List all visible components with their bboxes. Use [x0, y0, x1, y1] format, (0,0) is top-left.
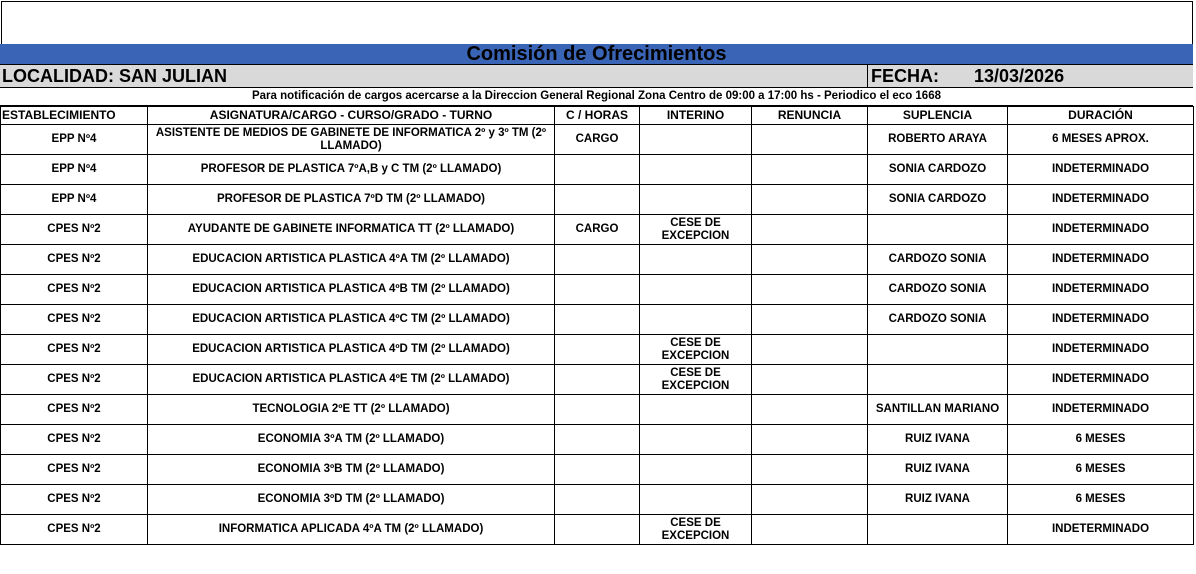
establecimiento-cell: CPES Nº2: [1, 335, 148, 365]
top-header-box: [1, 1, 1193, 45]
interino-cell: [640, 485, 752, 515]
suplencia-cell: SANTILLAN MARIANO: [868, 395, 1008, 425]
column-header: SUPLENCIA: [868, 107, 1008, 125]
interino-cell: [640, 275, 752, 305]
table-row: [1, 305, 1194, 335]
suplencia-cell: RUIZ IVANA: [868, 485, 1008, 515]
suplencia-cell: RUIZ IVANA: [868, 455, 1008, 485]
duracion-cell: 6 MESES APROX.: [1008, 125, 1194, 155]
suplencia-cell: [868, 515, 1008, 545]
horas-cell: [555, 365, 640, 395]
offers-table: [0, 106, 1194, 545]
asignatura-cell: ASISTENTE DE MEDIOS DE GABINETE DE INFORMATICA 2º y 3º TM (2º LLAMADO): [148, 125, 555, 155]
horas-cell: [555, 185, 640, 215]
suplencia-cell: CARDOZO SONIA: [868, 305, 1008, 335]
table-row: [1, 185, 1194, 215]
establecimiento-cell: CPES Nº2: [1, 245, 148, 275]
horas-cell: [555, 485, 640, 515]
table-row: [1, 245, 1194, 275]
establecimiento-cell: CPES Nº2: [1, 485, 148, 515]
asignatura-cell: EDUCACION ARTISTICA PLASTICA 4ºC TM (2º LLAMADO): [148, 305, 555, 335]
suplencia-cell: [868, 335, 1008, 365]
renuncia-cell: [752, 185, 868, 215]
horas-cell: [555, 155, 640, 185]
fecha-value: 13/03/2026: [974, 66, 1065, 86]
interino-cell: CESE DE EXCEPCION: [640, 365, 752, 395]
renuncia-cell: [752, 515, 868, 545]
table-header-row: [1, 107, 1194, 125]
table-row: [1, 215, 1194, 245]
suplencia-cell: [868, 215, 1008, 245]
asignatura-cell: EDUCACION ARTISTICA PLASTICA 4ºA TM (2º LLAMADO): [148, 245, 555, 275]
table-row: [1, 335, 1194, 365]
table-row: [1, 485, 1194, 515]
suplencia-cell: CARDOZO SONIA: [868, 245, 1008, 275]
column-header: C / HORAS: [555, 107, 640, 125]
asignatura-cell: ECONOMIA 3ºB TM (2º LLAMADO): [148, 455, 555, 485]
renuncia-cell: [752, 395, 868, 425]
suplencia-cell: ROBERTO ARAYA: [868, 125, 1008, 155]
interino-cell: [640, 155, 752, 185]
notice-text: Para notificación de cargos acercarse a la Direccion General Regional Zona Centro de 09:00 a 17:00 hs - Periodico el eco 1668: [0, 88, 1193, 106]
table-row: [1, 515, 1194, 545]
asignatura-cell: ECONOMIA 3ºD TM (2º LLAMADO): [148, 485, 555, 515]
establecimiento-cell: CPES Nº2: [1, 365, 148, 395]
establecimiento-cell: CPES Nº2: [1, 515, 148, 545]
horas-cell: [555, 395, 640, 425]
establecimiento-cell: EPP Nº4: [1, 155, 148, 185]
horas-cell: [555, 245, 640, 275]
duracion-cell: INDETERMINADO: [1008, 365, 1194, 395]
page-title: Comisión de Ofrecimientos: [466, 43, 727, 65]
establecimiento-cell: EPP Nº4: [1, 185, 148, 215]
duracion-cell: 6 MESES: [1008, 455, 1194, 485]
renuncia-cell: [752, 305, 868, 335]
establecimiento-cell: CPES Nº2: [1, 275, 148, 305]
duracion-cell: INDETERMINADO: [1008, 305, 1194, 335]
interino-cell: [640, 245, 752, 275]
renuncia-cell: [752, 155, 868, 185]
column-header: RENUNCIA: [752, 107, 868, 125]
interino-cell: [640, 305, 752, 335]
renuncia-cell: [752, 365, 868, 395]
asignatura-cell: EDUCACION ARTISTICA PLASTICA 4ºD TM (2º LLAMADO): [148, 335, 555, 365]
duracion-cell: INDETERMINADO: [1008, 395, 1194, 425]
horas-cell: [555, 425, 640, 455]
horas-cell: [555, 335, 640, 365]
column-header: DURACIÓN: [1008, 107, 1194, 125]
horas-cell: CARGO: [555, 215, 640, 245]
asignatura-cell: ECONOMIA 3ºA TM (2º LLAMADO): [148, 425, 555, 455]
localidad-label: LOCALIDAD: SAN JULIAN: [2, 66, 227, 86]
establecimiento-cell: CPES Nº2: [1, 425, 148, 455]
renuncia-cell: [752, 275, 868, 305]
horas-cell: [555, 455, 640, 485]
suplencia-cell: RUIZ IVANA: [868, 425, 1008, 455]
renuncia-cell: [752, 215, 868, 245]
table-row: [1, 395, 1194, 425]
horas-cell: CARGO: [555, 125, 640, 155]
table-row: [1, 365, 1194, 395]
suplencia-cell: [868, 365, 1008, 395]
renuncia-cell: [752, 425, 868, 455]
duracion-cell: INDETERMINADO: [1008, 215, 1194, 245]
asignatura-cell: PROFESOR DE PLASTICA 7ºA,B y C TM (2º LLAMADO): [148, 155, 555, 185]
renuncia-cell: [752, 245, 868, 275]
duracion-cell: INDETERMINADO: [1008, 335, 1194, 365]
asignatura-cell: TECNOLOGIA 2ºE TT (2º LLAMADO): [148, 395, 555, 425]
column-header: INTERINO: [640, 107, 752, 125]
establecimiento-cell: CPES Nº2: [1, 395, 148, 425]
interino-cell: CESE DE EXCEPCION: [640, 515, 752, 545]
suplencia-cell: SONIA CARDOZO: [868, 185, 1008, 215]
duracion-cell: 6 MESES: [1008, 485, 1194, 515]
asignatura-cell: EDUCACION ARTISTICA PLASTICA 4ºB TM (2º LLAMADO): [148, 275, 555, 305]
renuncia-cell: [752, 335, 868, 365]
table-row: [1, 425, 1194, 455]
duracion-cell: 6 MESES: [1008, 425, 1194, 455]
interino-cell: [640, 425, 752, 455]
interino-cell: CESE DE EXCEPCION: [640, 335, 752, 365]
renuncia-cell: [752, 455, 868, 485]
duracion-cell: INDETERMINADO: [1008, 155, 1194, 185]
asignatura-cell: INFORMATICA APLICADA 4ºA TM (2º LLAMADO): [148, 515, 555, 545]
table-row: [1, 125, 1194, 155]
interino-cell: [640, 395, 752, 425]
fecha-label: FECHA:: [871, 66, 939, 86]
table-row: [1, 275, 1194, 305]
title-bar: [0, 44, 1193, 65]
duracion-cell: INDETERMINADO: [1008, 515, 1194, 545]
horas-cell: [555, 515, 640, 545]
establecimiento-cell: CPES Nº2: [1, 215, 148, 245]
duracion-cell: INDETERMINADO: [1008, 275, 1194, 305]
establecimiento-cell: CPES Nº2: [1, 305, 148, 335]
duracion-cell: INDETERMINADO: [1008, 185, 1194, 215]
asignatura-cell: AYUDANTE DE GABINETE INFORMATICA TT (2º LLAMADO): [148, 215, 555, 245]
location-row: [0, 65, 1193, 88]
divider: [867, 65, 868, 87]
suplencia-cell: CARDOZO SONIA: [868, 275, 1008, 305]
interino-cell: [640, 455, 752, 485]
horas-cell: [555, 275, 640, 305]
interino-cell: CESE DE EXCEPCION: [640, 215, 752, 245]
asignatura-cell: EDUCACION ARTISTICA PLASTICA 4ºE TM (2º LLAMADO): [148, 365, 555, 395]
table-row: [1, 155, 1194, 185]
interino-cell: [640, 125, 752, 155]
column-header: ESTABLECIMIENTO: [1, 107, 148, 125]
horas-cell: [555, 305, 640, 335]
suplencia-cell: SONIA CARDOZO: [868, 155, 1008, 185]
establecimiento-cell: CPES Nº2: [1, 455, 148, 485]
table-row: [1, 455, 1194, 485]
duracion-cell: INDETERMINADO: [1008, 245, 1194, 275]
interino-cell: [640, 185, 752, 215]
asignatura-cell: PROFESOR DE PLASTICA 7ºD TM (2º LLAMADO): [148, 185, 555, 215]
renuncia-cell: [752, 485, 868, 515]
renuncia-cell: [752, 125, 868, 155]
column-header: ASIGNATURA/CARGO - CURSO/GRADO - TURNO: [148, 107, 555, 125]
establecimiento-cell: EPP Nº4: [1, 125, 148, 155]
